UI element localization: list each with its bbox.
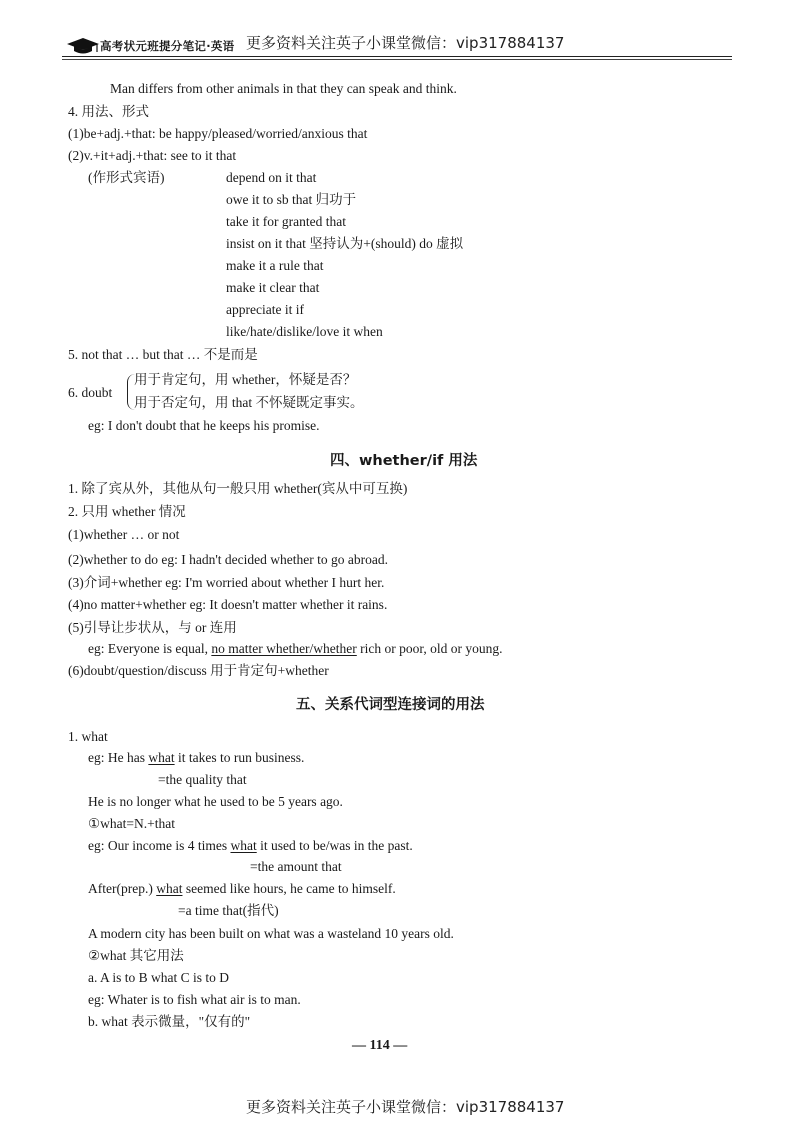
phrase-owe-it: owe it to sb that 归功于	[226, 192, 357, 207]
text: seemed like hours, he came to himself.	[182, 881, 396, 896]
graduation-cap-icon	[66, 36, 100, 56]
form-2: (2)v.+it+adj.+that: see to it that	[68, 148, 237, 163]
header-watermark: 更多资料关注英子小课堂微信：vip317884137	[246, 34, 565, 52]
doubt-negative: 用于否定句，用 that 不怀疑既定事实。	[134, 395, 364, 410]
what-rule-2: ②what 其它用法	[88, 948, 184, 963]
underlined-phrase: no matter whether/whether	[211, 641, 357, 656]
header-rule	[62, 56, 732, 57]
section-4-title: 四、whether/if 用法	[330, 453, 478, 469]
whether-case-1: (1)whether … or not	[68, 527, 180, 542]
whether-case-3: (3)介词+whether eg: I'm worried about whether I hurt her.	[68, 575, 385, 590]
what-example-4	[88, 880, 396, 898]
underlined-word: what	[230, 838, 257, 853]
whether-case-2: (2)whether to do eg: I hadn't decided whether to go abroad.	[68, 552, 388, 567]
phrase-insist-on: insist on it that 坚持认为+(should) do 虚拟	[226, 236, 464, 251]
whether-case-4: (4)no matter+whether eg: It doesn't matter whether it rains.	[68, 597, 388, 612]
doubt-label: 6. doubt	[68, 385, 113, 400]
phrase-appreciate: appreciate it if	[226, 302, 304, 317]
header-rule-thin	[62, 59, 732, 60]
underlined-word: what	[148, 750, 175, 765]
what-analogy-example: eg: Whater is to fish what air is to man.	[88, 992, 301, 1007]
what-analogy: a. A is to B what C is to D	[88, 970, 230, 985]
whether-case-6: (6)doubt/question/discuss 用于肯定句+whether	[68, 663, 329, 678]
what-example-5: A modern city has been built on what was a wasteland 10 years old.	[88, 926, 454, 941]
what-rule-1: ①what=N.+that	[88, 816, 175, 831]
text: eg: Our income is 4 times	[88, 838, 231, 853]
book-title: 高考状元班提分笔记·英语	[100, 39, 235, 53]
what-example-4-gloss: =a time that(指代)	[178, 903, 279, 918]
text: eg: He has	[88, 750, 149, 765]
form-1: (1)be+adj.+that: be happy/pleased/worried/anxious that	[68, 126, 368, 141]
what-example-3-gloss: =the amount that	[250, 859, 342, 874]
what-example-2: He is no longer what he used to be 5 years ago.	[88, 794, 343, 809]
text: it takes to run business.	[174, 750, 305, 765]
what-heading: 1. what	[68, 729, 108, 744]
section-5-title: 五、关系代词型连接词的用法	[296, 697, 485, 713]
doubt-affirmative: 用于肯定句，用 whether，怀疑是否？	[134, 372, 357, 387]
phrase-make-rule: make it a rule that	[226, 258, 324, 273]
whether-case-5: (5)引导让步状从，与 or 连用	[68, 620, 237, 635]
footer-watermark: 更多资料关注英子小课堂微信：vip317884137	[246, 1098, 565, 1116]
phrase-take-it: take it for granted that	[226, 214, 346, 229]
what-small-amount: b. what 表示微量，"仅有的"	[88, 1014, 251, 1029]
whether-rule-2: 2. 只用 whether 情况	[68, 504, 186, 519]
whether-rule-1: 1. 除了宾从外，其他从句一般只用 whether(宾从中可互换)	[68, 481, 408, 496]
not-that-but-that: 5. not that … but that … 不是而是	[68, 347, 258, 362]
doubt-example: eg: I don't doubt that he keeps his promise.	[88, 418, 320, 433]
what-example-1	[88, 749, 304, 767]
phrase-like-hate: like/hate/dislike/love it when	[226, 324, 383, 339]
whether-case-5-example	[88, 640, 502, 658]
phrase-depend-on: depend on it that	[226, 170, 317, 185]
text: eg: Everyone is equal,	[88, 641, 212, 656]
text: it used to be/was in the past.	[256, 838, 413, 853]
heading-usage-forms: 4. 用法、形式	[68, 104, 149, 119]
text: rich or poor, old or young.	[356, 641, 503, 656]
text: After(prep.)	[88, 881, 157, 896]
formal-object-label: (作形式宾语)	[88, 170, 165, 185]
example-sentence: Man differs from other animals in that they can speak and think.	[110, 81, 457, 96]
what-example-3	[88, 837, 413, 855]
what-example-1-gloss: =the quality that	[158, 772, 247, 787]
underlined-word: what	[156, 881, 183, 896]
page-number: — 114 —	[352, 1038, 408, 1053]
phrase-make-clear: make it clear that	[226, 280, 320, 295]
